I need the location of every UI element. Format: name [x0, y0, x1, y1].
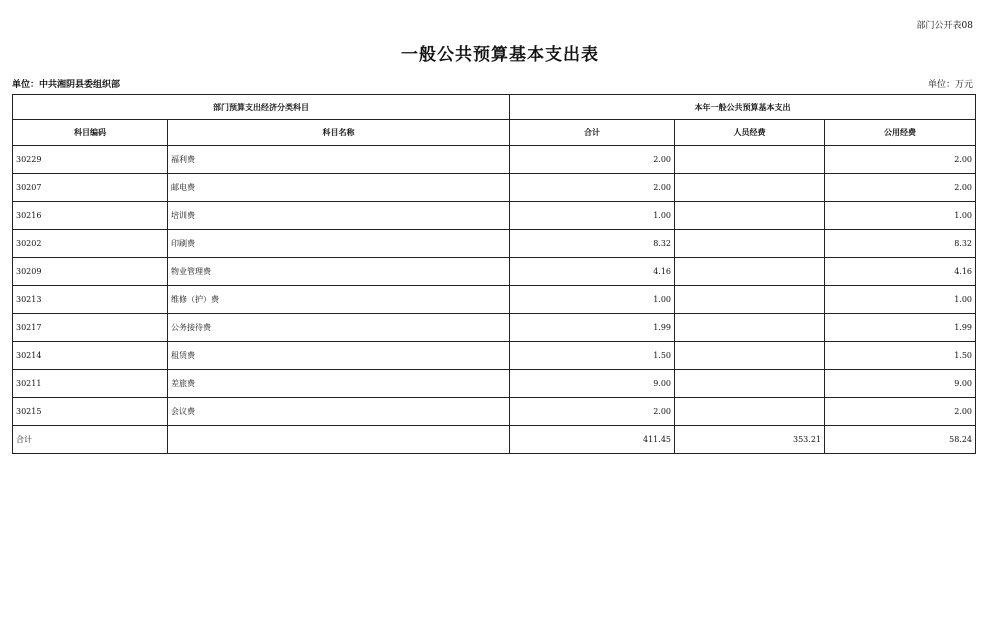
cell-name: 福利费: [168, 146, 510, 174]
total-public: 58.24: [825, 426, 976, 454]
cell-personnel: [675, 174, 825, 202]
cell-name: 维修（护）费: [168, 286, 510, 314]
header-total: 合计: [510, 120, 675, 146]
cell-public: 1.00: [825, 286, 976, 314]
cell-public: 1.00: [825, 202, 976, 230]
cell-public: 8.32: [825, 230, 976, 258]
cell-public: 2.00: [825, 146, 976, 174]
form-number: 部门公开表08: [916, 21, 973, 31]
cell-public: 4.16: [825, 258, 976, 286]
header-name: 科目名称: [168, 120, 510, 146]
cell-total: 2.00: [510, 398, 675, 426]
table-row: [13, 286, 976, 314]
cell-personnel: [675, 146, 825, 174]
cell-code: 30213: [13, 286, 168, 314]
total-row: [13, 426, 976, 454]
cell-name: 租赁费: [168, 342, 510, 370]
currency-unit: 单位：万元: [927, 80, 973, 90]
header-public: 公用经费: [825, 120, 976, 146]
cell-total: 1.00: [510, 286, 675, 314]
cell-total: 2.00: [510, 174, 675, 202]
cell-code: 30217: [13, 314, 168, 342]
table-row: [13, 314, 976, 342]
cell-personnel: [675, 314, 825, 342]
cell-total: 4.16: [510, 258, 675, 286]
header-group-row: [13, 95, 976, 120]
cell-name: 物业管理费: [168, 258, 510, 286]
cell-code: 30229: [13, 146, 168, 174]
cell-code: 30216: [13, 202, 168, 230]
cell-total: 8.32: [510, 230, 675, 258]
cell-public: 9.00: [825, 370, 976, 398]
table-row: [13, 146, 976, 174]
table-row: [13, 174, 976, 202]
header-column-row: [13, 120, 976, 146]
table-row: [13, 258, 976, 286]
cell-name: 印刷费: [168, 230, 510, 258]
cell-code: 30215: [13, 398, 168, 426]
cell-total: 1.99: [510, 314, 675, 342]
total-label: 合计: [13, 426, 168, 454]
total-amount: 411.45: [510, 426, 675, 454]
cell-total: 1.00: [510, 202, 675, 230]
cell-personnel: [675, 286, 825, 314]
cell-code: 30211: [13, 370, 168, 398]
total-personnel: 353.21: [675, 426, 825, 454]
header-economic-category: 部门预算支出经济分类科目: [13, 95, 510, 120]
table-row: [13, 202, 976, 230]
cell-personnel: [675, 258, 825, 286]
cell-total: 9.00: [510, 370, 675, 398]
cell-name: 会议费: [168, 398, 510, 426]
cell-code: 30214: [13, 342, 168, 370]
cell-name: 差旅费: [168, 370, 510, 398]
table-row: [13, 342, 976, 370]
expenditure-table: [12, 94, 976, 454]
cell-personnel: [675, 202, 825, 230]
table-row: [13, 230, 976, 258]
cell-code: 30202: [13, 230, 168, 258]
cell-personnel: [675, 342, 825, 370]
header-personnel: 人员经费: [675, 120, 825, 146]
header-basic-expenditure: 本年一般公共预算基本支出: [510, 95, 976, 120]
cell-public: 2.00: [825, 398, 976, 426]
total-name: [168, 426, 510, 454]
department-unit: 单位：中共湘阴县委组织部: [12, 80, 121, 90]
cell-personnel: [675, 230, 825, 258]
table-row: [13, 370, 976, 398]
table-row: [13, 398, 976, 426]
cell-total: 2.00: [510, 146, 675, 174]
cell-public: 1.99: [825, 314, 976, 342]
cell-public: 1.50: [825, 342, 976, 370]
cell-total: 1.50: [510, 342, 675, 370]
cell-personnel: [675, 370, 825, 398]
cell-name: 培训费: [168, 202, 510, 230]
cell-code: 30209: [13, 258, 168, 286]
cell-public: 2.00: [825, 174, 976, 202]
page-title: 一般公共预算基本支出表: [401, 45, 599, 65]
cell-name: 邮电费: [168, 174, 510, 202]
cell-name: 公务接待费: [168, 314, 510, 342]
header-code: 科目编码: [13, 120, 168, 146]
cell-personnel: [675, 398, 825, 426]
cell-code: 30207: [13, 174, 168, 202]
